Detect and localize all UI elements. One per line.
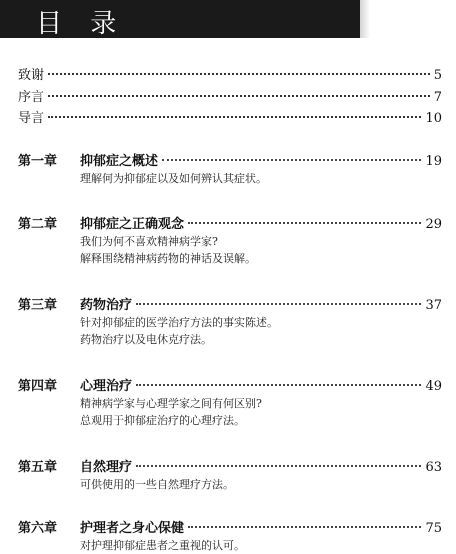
chapter-number: 第四章 (18, 379, 58, 394)
toc-entry-label: 导言 (18, 111, 45, 126)
chapter-description: 精神病学家与心理学家之间有何区别? (80, 397, 262, 410)
toc-chapter-3[interactable] (18, 294, 442, 348)
toc-chapter-5[interactable] (18, 456, 442, 493)
chapter-title: 抑郁症之正确观念 (80, 217, 185, 232)
leader-dots (136, 465, 421, 467)
leader-dots (188, 222, 421, 224)
toc-chapter-2[interactable] (18, 213, 442, 267)
toc-entry-label: 序言 (18, 90, 45, 105)
chapter-title: 自然理疗 (80, 460, 133, 475)
chapter-title: 抑郁症之概述 (80, 154, 159, 169)
leader-dots (188, 526, 421, 528)
chapter-description: 理解何为抑郁症以及如何辨认其症状。 (80, 172, 267, 185)
chapter-number: 第二章 (18, 217, 58, 232)
leader-dots (48, 73, 430, 75)
toc-page-number: 5 (433, 68, 442, 83)
header-fade (300, 0, 370, 38)
toc-entry-label: 致谢 (18, 68, 45, 83)
toc-page-number: 63 (425, 460, 442, 475)
toc-page-number: 19 (425, 154, 442, 169)
page-title: 目 录 (36, 9, 127, 39)
toc-page-number: 75 (425, 521, 442, 536)
chapter-description: 药物治疗以及电休克疗法。 (80, 333, 212, 346)
chapter-description: 对护理抑郁症患者之重视的认可。 (80, 539, 245, 552)
toc-chapter-6[interactable] (18, 517, 442, 554)
chapter-description: 我们为何不喜欢精神病学家? (80, 235, 218, 248)
chapter-title: 护理者之身心保健 (80, 521, 185, 536)
leader-dots (136, 303, 421, 305)
toc-entry-introduction[interactable] (18, 107, 442, 127)
chapter-title: 心理治疗 (80, 379, 133, 394)
chapter-description: 可供使用的一些自然理疗方法。 (80, 478, 234, 491)
toc-page-number: 49 (425, 379, 442, 394)
toc-page-number: 7 (433, 90, 442, 105)
toc-page-number: 37 (425, 298, 442, 313)
leader-dots (48, 116, 421, 118)
chapter-number: 第五章 (18, 460, 58, 475)
leader-dots (136, 384, 421, 386)
chapter-description: 解释围绕精神病药物的神话及误解。 (80, 252, 256, 265)
toc-entry-preface[interactable] (18, 86, 442, 106)
chapter-number: 第三章 (18, 298, 58, 313)
chapter-title: 药物治疗 (80, 298, 133, 313)
leader-dots (48, 95, 430, 97)
toc-chapter-1[interactable] (18, 150, 442, 187)
toc-page-number: 29 (425, 217, 442, 232)
chapter-number: 第六章 (18, 521, 58, 536)
chapter-description: 总观用于抑郁症治疗的心理疗法。 (80, 414, 245, 427)
leader-dots (162, 159, 421, 161)
toc-page-number: 10 (425, 111, 442, 126)
chapter-description: 针对抑郁症的医学治疗方法的事实陈述。 (80, 316, 278, 329)
toc-entry-acknowledgements[interactable] (18, 64, 442, 84)
toc-chapter-4[interactable] (18, 375, 442, 429)
chapter-number: 第一章 (18, 154, 58, 169)
